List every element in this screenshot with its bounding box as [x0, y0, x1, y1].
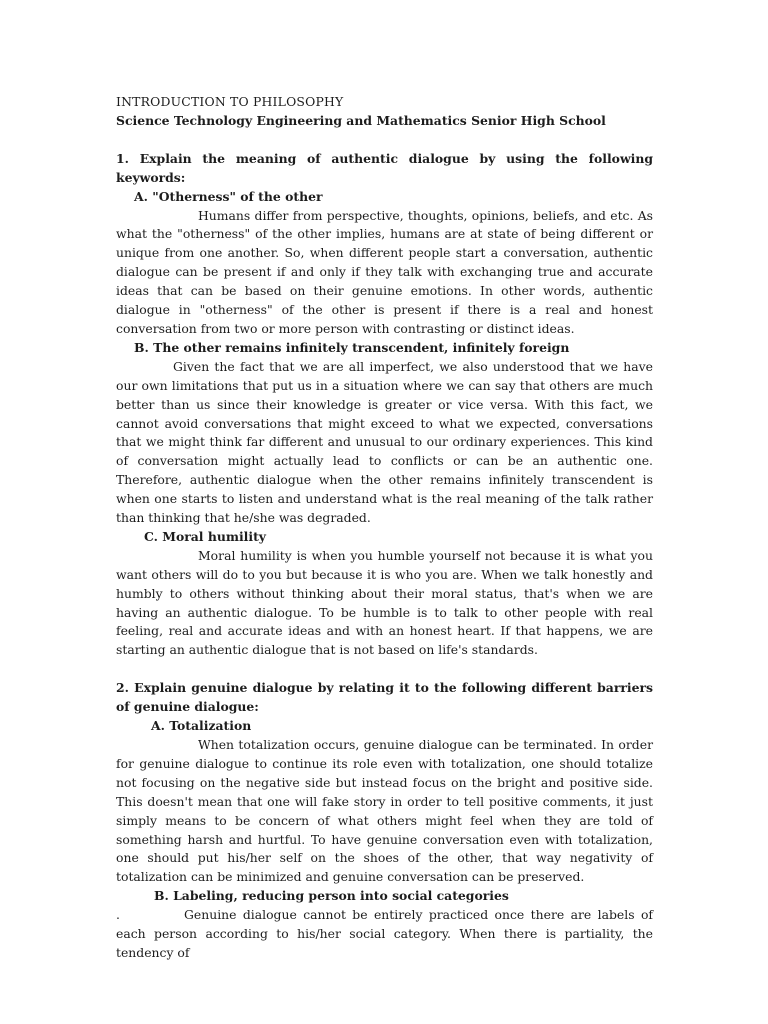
q2-paragraph-b: [116, 906, 653, 963]
q1-paragraph-a-text: Humans differ from perspective, thoughts, opinions, beliefs, and etc. As what the "otherness" of the other implies, humans are at state of being different or unique from one another. So, when different people start a conversation, authentic dialogue can be present if and only if they talk with exchanging true and accurate ideas that can be based on their genuine emotions. In other words, authentic dialogue in "otherness" of the other is present if there is a real and honest conversation from two or more person with contrasting or distinct ideas.: [116, 207, 653, 336]
q2-paragraph-b-text: Genuine dialogue cannot be entirely practiced once there are labels of each person according to his/her social category. When there is partiality, the tendency of: [116, 907, 653, 960]
q1-heading-a: A. "Otherness" of the other: [134, 188, 323, 204]
q2-heading-b: B. Labeling, reducing person into social categories: [154, 888, 509, 904]
q2-paragraph-a-text: When totalization occurs, genuine dialogue can be terminated. In order for genuine dialogue to continue its role even with totalization, one should totalize not focusing on the negative side but instead focus on the bright and positive side. This doesn't mean that one will fake story in order to tell positive comments, it just simply means to be concern of what others might feel when they are told of something harsh and hurtful. To have genuine conversation even with totalization, one should put his/her self on the shoes of the other, that way negativity of totalization can be minimized and genuine conversation can be preserved.: [116, 737, 653, 885]
q1-paragraph-b: [116, 358, 653, 528]
spacer: [116, 131, 653, 150]
q2-heading-a: A. Totalization: [151, 718, 252, 734]
paragraph-lead-mark: .: [116, 907, 120, 923]
q1-paragraph-c-text: Moral humility is when you humble yourself not because it is what you want others will do to you but because it is who you are. When we talk honestly and humbly to others without thinking about their moral status, that's when we are having an authentic dialogue. To be humble is to talk to other people with real feeling, real and accurate ideas and with an honest heart. If that happens, we are starting an authentic dialogue that is not based on life's standards.: [116, 547, 653, 658]
q1-heading-b: B. The other remains infinitely transcendent, infinitely foreign: [134, 339, 570, 355]
question-1: 1. Explain the meaning of authentic dialogue by using the following keywords:: [116, 150, 653, 185]
question-2: 2. Explain genuine dialogue by relating it to the following different barriers of genuine dialogue:: [116, 680, 653, 715]
document-page: [116, 93, 653, 963]
q1-paragraph-b-text: Given the fact that we are all imperfect, we also understood that we have our own limitations that put us in a situation where we can say that others are much better than us since their knowledge is greater or vice versa. With this fact, we cannot avoid conversations that might exceed to what we expected, conversations that we might think far different and unusual to our ordinary experiences. This kind of conversation might actually lead to conflicts or can be an authentic one. Therefore, authentic dialogue when the other remains infinitely transcendent is when one starts to listen and understand what is the real meaning of the talk rather than thinking that he/she was degraded.: [116, 358, 653, 526]
q2-paragraph-a: [116, 736, 653, 887]
q1-paragraph-c: [116, 547, 653, 660]
document-subtitle: Science Technology Engineering and Mathematics Senior High School: [116, 112, 606, 128]
q1-paragraph-a: [116, 207, 653, 339]
document-title: INTRODUCTION TO PHILOSOPHY: [116, 94, 344, 109]
spacer: [116, 660, 653, 679]
q1-heading-c: C. Moral humility: [144, 528, 267, 544]
